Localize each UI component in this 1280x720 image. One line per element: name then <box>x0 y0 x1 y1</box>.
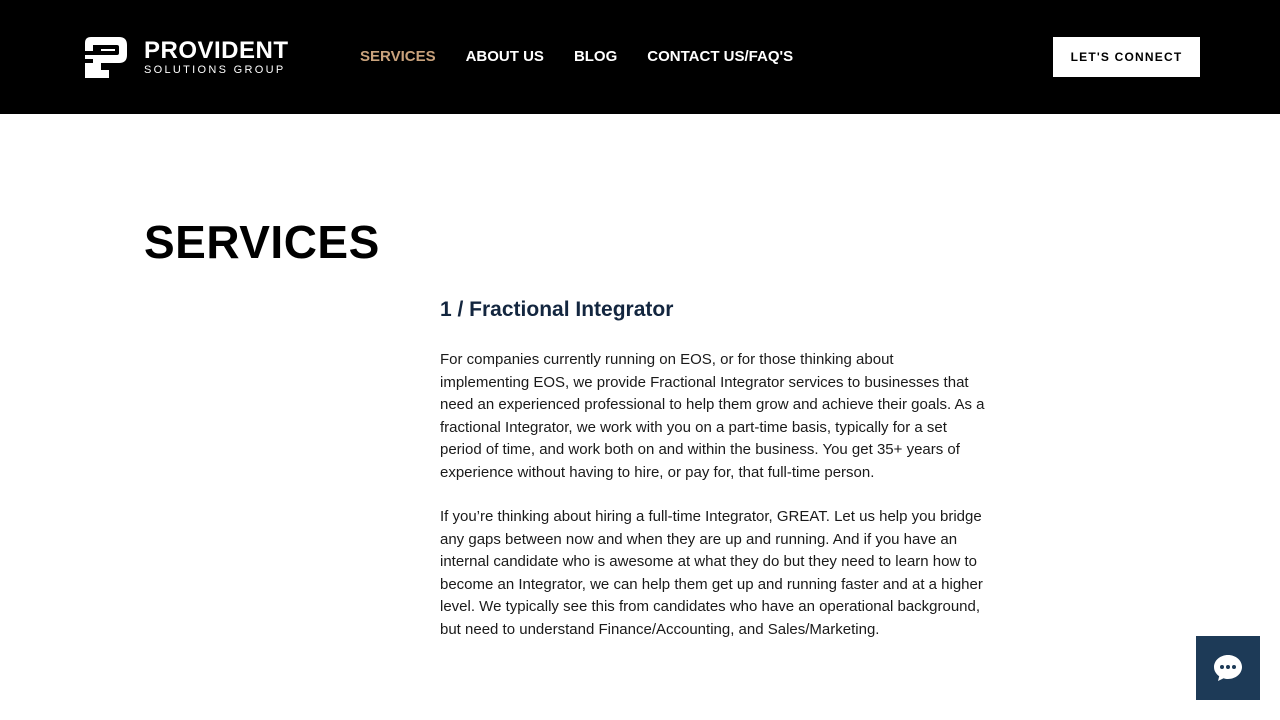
section-title: 1 / Fractional Integrator <box>440 298 674 321</box>
nav-services[interactable]: SERVICES <box>360 48 436 65</box>
service-paragraph: For companies currently running on EOS, or for those thinking about implementing EOS, we provide Fractional Integrator services to businesses that need an experienced professional to help them grow and achieve their goals. As a fractional Integrator, we work with you on a part-time basis, typically for a set period of time, and work both on and within the business. You get 35+ years of experience without having to hire, or pay for, that full-time person. <box>440 351 985 481</box>
brand-name: PROVIDENT <box>144 37 289 64</box>
site-header <box>0 0 1280 114</box>
brand-logo[interactable] <box>85 37 295 78</box>
chat-bubble-icon <box>1213 654 1243 682</box>
main-nav <box>360 48 793 66</box>
brand-subtitle: SOLUTIONS GROUP <box>144 64 286 76</box>
service-paragraph: If you’re thinking about hiring a full-time Integrator, GREAT. Let us help you bridge any gaps between now and when they are up and running. And if you have an internal candidate who is awesome at what they do but they need to learn how to become an Integrator, we can help them get up and running faster and at a higher level. We typically see this from candidates who have an operational background, but need to understand Finance/Accounting, and Sales/Marketing. <box>440 508 983 638</box>
lets-connect-button[interactable]: LET'S CONNECT <box>1053 37 1200 77</box>
nav-blog[interactable]: BLOG <box>573 48 618 65</box>
provident-logo-icon <box>85 37 127 78</box>
nav-contact-faq[interactable]: CONTACT US/FAQ'S <box>647 48 794 65</box>
chat-button[interactable] <box>1196 636 1260 700</box>
service-section <box>440 295 985 663</box>
brand-wordmark <box>144 39 289 76</box>
page-title: SERVICES <box>144 216 380 268</box>
nav-about-us[interactable]: ABOUT US <box>465 48 544 65</box>
